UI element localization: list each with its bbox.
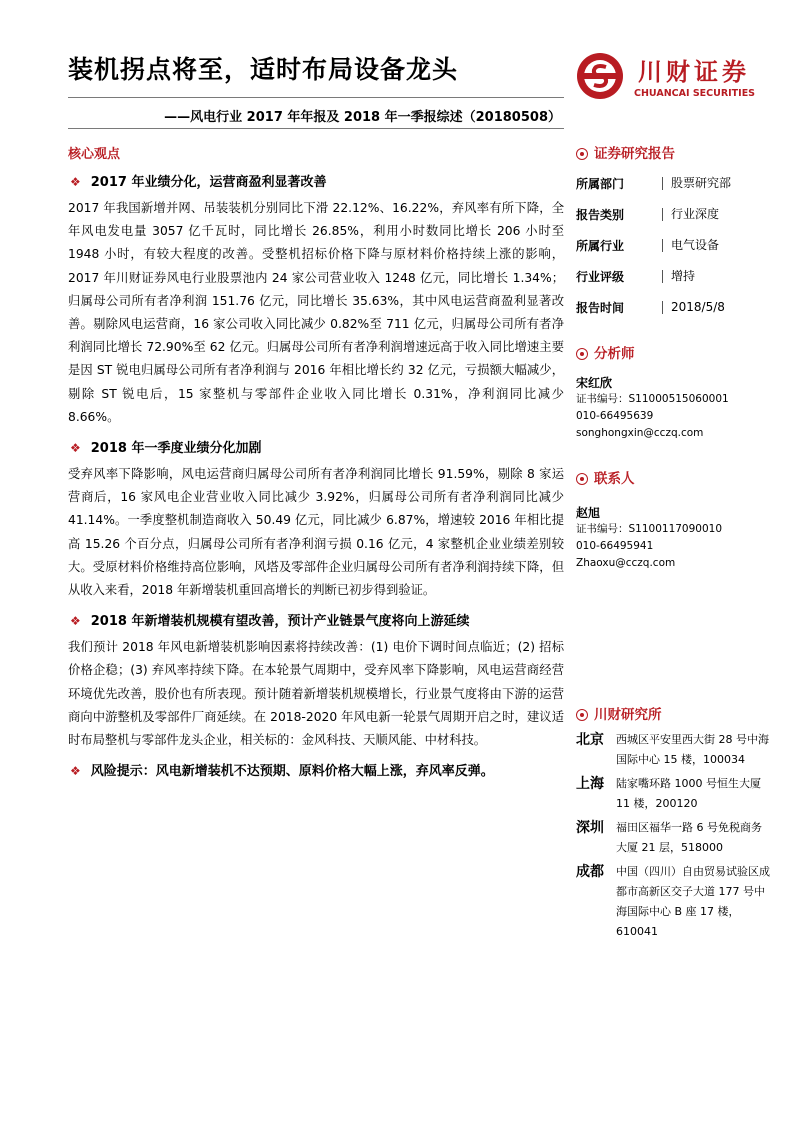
info-value: 股票研究部 [662, 177, 731, 190]
institute-heading [576, 704, 771, 726]
info-label: 报告时间 [576, 301, 625, 315]
info-label: 所属部门 [576, 177, 625, 191]
analyst-phone: 010-66495639 [576, 410, 654, 422]
office-city: 成都 [576, 864, 604, 880]
office-city: 北京 [576, 732, 604, 748]
office-entry [576, 818, 771, 858]
info-label: 报告类别 [576, 208, 625, 222]
contact-cert: 证书编号：S1100117090010 [576, 523, 723, 535]
info-value: 行业深度 [662, 208, 719, 221]
analyst-email[interactable]: songhongxin@cczq.com [576, 427, 704, 439]
section-heading-text: 2018 年一季度业绩分化加剧 [90, 441, 262, 457]
section-heading [68, 610, 564, 632]
office-address: 福田区福华一路 6 号免税商务大厦 21 层，518000 [616, 821, 762, 854]
info-row [576, 292, 771, 323]
contact-phone: 010-66495941 [576, 540, 654, 552]
header-divider-bottom [68, 128, 564, 129]
logo-english-name: CHUANCAI SECURITIES [634, 88, 756, 99]
info-row [576, 230, 771, 261]
contact-email[interactable]: Zhaoxu@cczq.com [576, 557, 676, 569]
office-entry [576, 730, 771, 770]
info-row [576, 199, 771, 230]
institute-heading-text: 川财研究所 [594, 707, 662, 723]
analyst-heading [576, 343, 771, 365]
office-entry [576, 774, 771, 814]
target-icon [576, 473, 588, 485]
report-info-heading-text: 证券研究报告 [594, 146, 675, 162]
section-heading-text: 2018 年新增装机规模有望改善，预计产业链景气度将向上游延续 [90, 614, 470, 630]
section-heading [68, 171, 564, 193]
office-address: 中国（四川）自由贸易试验区成都市高新区交子大道 177 号中海国际中心 B 座 17 楼，610041 [616, 865, 770, 938]
info-row [576, 168, 771, 199]
analyst-name: 宋红欣 [576, 376, 613, 390]
section-heading [68, 437, 564, 459]
diamond-bullet-icon: ❖ [70, 441, 81, 456]
diamond-bullet-icon: ❖ [70, 614, 81, 629]
info-row [576, 261, 771, 292]
contact-heading [576, 468, 771, 490]
report-info-table [576, 168, 771, 323]
risk-warning [68, 760, 564, 782]
chuancai-logo-icon [576, 52, 624, 100]
target-icon [576, 709, 588, 721]
core-views-title: 核心观点 [68, 147, 121, 162]
diamond-bullet-icon: ❖ [70, 175, 81, 189]
office-city: 深圳 [576, 820, 604, 836]
header-divider-top [68, 97, 564, 98]
sidebar [576, 143, 771, 942]
info-label: 行业评级 [576, 270, 625, 284]
office-entry [576, 862, 771, 942]
report-title: 装机拐点将至，适时布局设备龙头 [68, 55, 459, 84]
info-value: 电气设备 [662, 239, 719, 252]
target-icon [576, 148, 588, 160]
diamond-bullet-icon: ❖ [70, 764, 81, 779]
contact-heading-text: 联系人 [594, 471, 635, 487]
target-icon [576, 348, 588, 360]
info-label: 所属行业 [576, 239, 625, 253]
logo-chinese-name: 川财证券 [638, 58, 750, 86]
analyst-heading-text: 分析师 [594, 346, 635, 362]
main-content [68, 143, 564, 782]
office-address: 西城区平安里西大街 28 号中海国际中心 15 楼，100034 [616, 733, 769, 766]
section-heading-text: 2017 年业绩分化，运营商盈利显著改善 [90, 175, 327, 190]
analyst-cert: 证书编号：S1100051506​0001 [576, 393, 729, 405]
company-logo [576, 50, 766, 102]
report-subtitle: ——风电行业 2017 年年报及 2018 年一季报综述（20180508） [164, 110, 561, 125]
section-paragraph: 我们预计 2018 年风电新增装机影响因素将持续改善：(1) 电价下调时间点临近；(2) 招标价格企稳；(3) 弃风率持续下降。在本轮景气周期中，受弃风率下降影响，风电运营商经营环境优先改善，股价也有所表现。预计随着新增装机规模增长，行业景气度将由下游的运营商向中游整机及零部件厂商延续。在 2018-2020 年风电新一轮景气周期开启之时，建议适时布局整机与零部件龙头企业，相关标的：金风科技、天顺风能、中材科技。 [68, 640, 564, 748]
info-value: 增持 [662, 270, 695, 283]
info-value: 2018/5/8 [662, 301, 725, 314]
office-address: 陆家嘴环路 1000 号恒生大厦 11 楼，200120 [616, 777, 761, 810]
report-info-heading [576, 143, 771, 165]
risk-warning-text: 风险提示：风电新增装机不达预期、原料价格大幅上涨，弃风率反弹。 [90, 764, 494, 780]
section-paragraph: 2017 年我国新增并网、吊装装机分别同比下滑 22.12%、16.22%，弃风率有所下降，全年风电发电量 3057 亿千瓦时，同比增长 26.85%，利用小时数同比增长 206 小时至 1948 小时，有较大程度的改善。受整机招标价格下降与原材料价格持续上涨的影响，2017 年川财证券风电行业股票池内 24 家公司营业收入 1248 亿元，同比增长 1.34%；归属母公司所有者净利润 151.76 亿元，同比增长 35.63%，其中风电运营商盈利显著改善。剔除风电运营商，16 家公司收入同比减少 0.82%至 711 亿元，归属母公司所有者净利润同比增长 72.90%至 62 亿元。归属母公司所有者净利润增速远高于收入同比增速主要是因 ST 锐电归属母公司所有者净利润与 2016 年相比增长约 32 亿元，亏损额大幅减少，剔除 ST 锐电后，15 家整机与零部件企业收入同比增长 0.31%，净利润同比减少 8.66%。 [68, 201, 564, 424]
section-paragraph: 受弃风率下降影响，风电运营商归属母公司所有者净利润同比增长 91.59%，剔除 8 家运营商后，16 家风电企业营业收入同比减少 3.92%，归属母公司所有者净利润同比减少 41.14%。一季度整机制造商收入 50.49 亿元，同比减少 6.87%，增速较 2016 年相比提高 15.26 个百分点，归属母公司所有者净利润亏损 0.16 亿元，4 家整机企业业绩差别较大。受原材料价格维持高位影响，风塔及零部件企业归属母公司所有者净利润持续下降，但从收入来看，2018 年新增装机重回高增长的判断已初步得到验证。 [68, 467, 564, 598]
contact-name: 赵旭 [576, 506, 601, 520]
office-city: 上海 [576, 776, 604, 792]
